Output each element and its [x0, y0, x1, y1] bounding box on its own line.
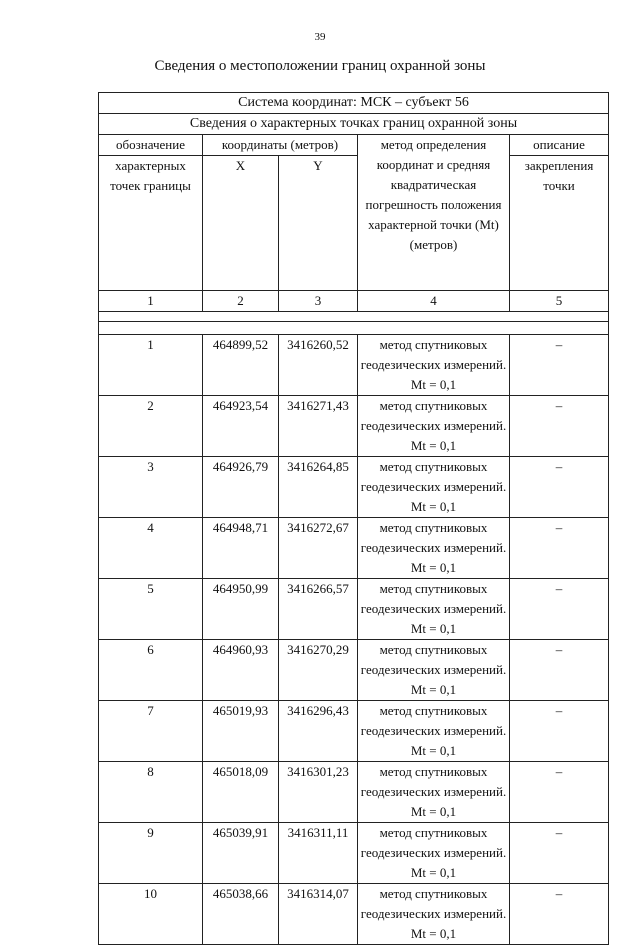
header-description: описание — [510, 135, 609, 156]
point-number-cell: 2 — [99, 396, 203, 457]
header-designation: обозначение — [99, 135, 203, 156]
table-row — [99, 884, 609, 945]
header-description-rest: закрепления точки — [510, 156, 609, 291]
y-coordinate-cell: 3416311,11 — [279, 823, 358, 884]
description-cell: – — [510, 518, 609, 579]
x-coordinate-cell: 465039,91 — [203, 823, 279, 884]
description-cell: – — [510, 823, 609, 884]
x-coordinate-cell: 464926,79 — [203, 457, 279, 518]
point-number-cell: 5 — [99, 579, 203, 640]
method-cell: метод спутниковых геодезических измерений. Mt = 0,1 — [358, 335, 510, 396]
column-number: 4 — [358, 291, 510, 312]
method-cell: метод спутниковых геодезических измерений. Mt = 0,1 — [358, 884, 510, 945]
document-title: Сведения о местоположении границ охранной зоны — [154, 58, 486, 74]
x-coordinate-cell: 464950,99 — [203, 579, 279, 640]
y-coordinate-cell: 3416272,67 — [279, 518, 358, 579]
method-cell: метод спутниковых геодезических измерений. Mt = 0,1 — [358, 518, 510, 579]
point-number-cell: 10 — [99, 884, 203, 945]
y-coordinate-cell: 3416260,52 — [279, 335, 358, 396]
description-cell: – — [510, 701, 609, 762]
table-row — [99, 701, 609, 762]
header-y: Y — [279, 156, 358, 291]
y-coordinate-cell: 3416271,43 — [279, 396, 358, 457]
table-row — [99, 762, 609, 823]
description-cell: – — [510, 335, 609, 396]
point-number-cell: 7 — [99, 701, 203, 762]
x-coordinate-cell: 464899,52 — [203, 335, 279, 396]
method-cell: метод спутниковых геодезических измерений. Mt = 0,1 — [358, 701, 510, 762]
boundary-points-table — [98, 92, 609, 945]
table-row — [99, 457, 609, 518]
table-row — [99, 640, 609, 701]
table-row — [99, 823, 609, 884]
points-info-cell: Сведения о характерных точках границ охранной зоны — [99, 114, 609, 135]
header-coordinates: координаты (метров) — [203, 135, 358, 156]
x-coordinate-cell: 464923,54 — [203, 396, 279, 457]
column-number: 5 — [510, 291, 609, 312]
header-designation-rest: характерных точек границы — [99, 156, 203, 291]
point-number-cell: 1 — [99, 335, 203, 396]
method-cell: метод спутниковых геодезических измерений. Mt = 0,1 — [358, 640, 510, 701]
header-method: метод определения координат и средняя квадратическая погрешность положения характерной точки (Mt) (метров) — [358, 135, 510, 291]
description-cell: – — [510, 762, 609, 823]
x-coordinate-cell: 465038,66 — [203, 884, 279, 945]
table-row — [99, 579, 609, 640]
column-number: 3 — [279, 291, 358, 312]
method-cell: метод спутниковых геодезических измерений. Mt = 0,1 — [358, 823, 510, 884]
x-coordinate-cell: 464948,71 — [203, 518, 279, 579]
description-cell: – — [510, 884, 609, 945]
point-number-cell: 4 — [99, 518, 203, 579]
description-cell: – — [510, 640, 609, 701]
description-cell: – — [510, 396, 609, 457]
y-coordinate-cell: 3416266,57 — [279, 579, 358, 640]
description-cell: – — [510, 457, 609, 518]
point-number-cell: 6 — [99, 640, 203, 701]
header-x: X — [203, 156, 279, 291]
method-cell: метод спутниковых геодезических измерений. Mt = 0,1 — [358, 457, 510, 518]
x-coordinate-cell: 465019,93 — [203, 701, 279, 762]
empty-separator-row — [99, 312, 609, 322]
method-cell: метод спутниковых геодезических измерений. Mt = 0,1 — [358, 396, 510, 457]
table-row — [99, 335, 609, 396]
page-number: 39 — [314, 31, 326, 43]
point-number-cell: 9 — [99, 823, 203, 884]
point-number-cell: 8 — [99, 762, 203, 823]
table-row — [99, 518, 609, 579]
column-number: 2 — [203, 291, 279, 312]
point-number-cell: 3 — [99, 457, 203, 518]
description-cell: – — [510, 579, 609, 640]
x-coordinate-cell: 465018,09 — [203, 762, 279, 823]
method-cell: метод спутниковых геодезических измерений. Mt = 0,1 — [358, 579, 510, 640]
y-coordinate-cell: 3416314,07 — [279, 884, 358, 945]
x-coordinate-cell: 464960,93 — [203, 640, 279, 701]
gap-row — [99, 322, 609, 335]
y-coordinate-cell: 3416301,23 — [279, 762, 358, 823]
coordinate-system-cell: Система координат: МСК – субъект 56 — [99, 93, 609, 114]
column-number: 1 — [99, 291, 203, 312]
y-coordinate-cell: 3416264,85 — [279, 457, 358, 518]
method-cell: метод спутниковых геодезических измерений. Mt = 0,1 — [358, 762, 510, 823]
y-coordinate-cell: 3416296,43 — [279, 701, 358, 762]
table-row — [99, 396, 609, 457]
y-coordinate-cell: 3416270,29 — [279, 640, 358, 701]
